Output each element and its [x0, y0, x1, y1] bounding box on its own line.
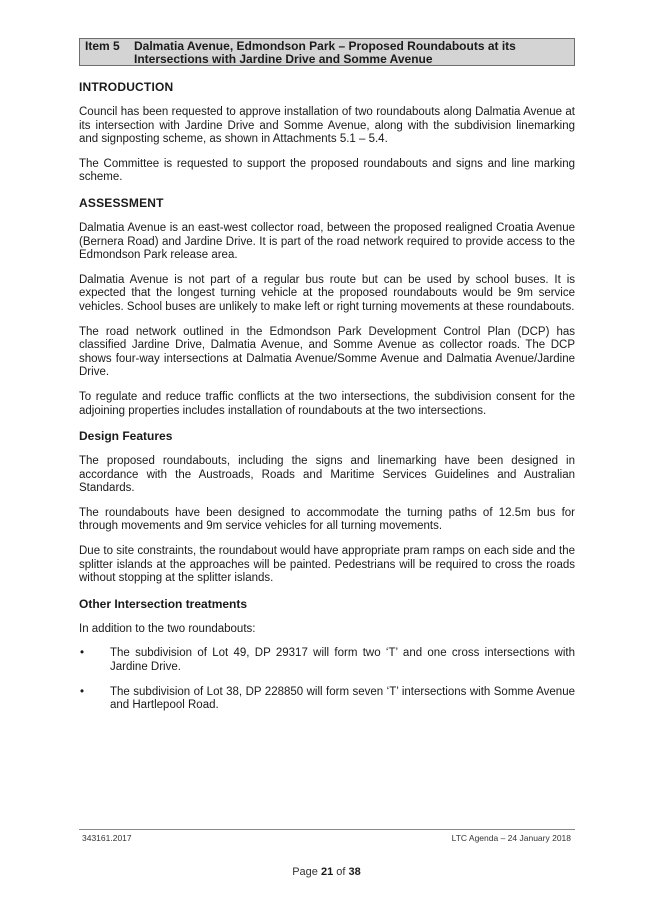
section-heading-design-features: Design Features	[79, 429, 173, 444]
list-item	[79, 686, 575, 713]
footer-divider	[79, 829, 575, 830]
paragraph: The roundabouts have been designed to accommodate the turning paths of 12.5m bus for through movements and 9m service vehicles for all turning movements.	[79, 506, 575, 533]
paragraph: Dalmatia Avenue is an east-west collector road, between the proposed realigned Croatia Avenue (Bernera Road) and Jardine Drive. It is part of the road network required to provide access to the Edmondson Park release area.	[79, 221, 575, 262]
paragraph: Due to site constraints, the roundabout would have appropriate pram ramps on each side and the splitter islands at the approaches will be painted. Pedestrians will be required to cross the roads without stopping at the splitter islands.	[79, 545, 575, 585]
page-number	[0, 866, 653, 878]
footer-agenda: LTC Agenda – 24 January 2018	[451, 833, 571, 843]
item-header	[79, 38, 575, 66]
bullet-list	[79, 647, 575, 712]
paragraph: To regulate and reduce traffic conflicts at the two intersections, the subdivision consent for the adjoining properties includes installation of roundabouts at the two intersections.	[79, 390, 575, 417]
list-item-text: The subdivision of Lot 38, DP 228850 will form seven ‘T’ intersections with Somme Avenue and Hartlepool Road.	[110, 685, 575, 712]
footer-doc-ref: 343161.2017	[82, 833, 132, 843]
paragraph: The road network outlined in the Edmondson Park Development Control Plan (DCP) has classified Jardine Drive, Dalmatia Avenue, and Somme Avenue as collector roads. The DCP shows four-way intersections at Dalmatia Avenue/Somme Avenue and Dalmatia Avenue/Jardine Drive.	[79, 325, 575, 379]
bullet-icon: •	[80, 647, 85, 660]
page-of: of	[336, 866, 346, 878]
item-number: Item 5	[85, 39, 120, 53]
section-heading-introduction: INTRODUCTION	[79, 80, 174, 94]
paragraph: The proposed roundabouts, including the signs and linemarking have been designed in accordance with the Austroads, Roads and Maritime Services Guidelines and Australian Standards.	[79, 455, 575, 495]
page-label: Page	[292, 866, 318, 878]
item-title: Dalmatia Avenue, Edmondson Park – Proposed Roundabouts at its Intersections with Jardine Drive and Somme Avenue	[134, 39, 516, 66]
page-total: 38	[348, 866, 361, 878]
paragraph: The Committee is requested to support the proposed roundabouts and signs and line marking scheme.	[79, 157, 575, 184]
section-heading-assessment: ASSESSMENT	[79, 195, 164, 210]
document-body	[79, 80, 575, 724]
list-item	[79, 647, 575, 674]
page-current: 21	[320, 866, 334, 878]
paragraph: In addition to the two roundabouts:	[79, 622, 256, 635]
list-item-text: The subdivision of Lot 49, DP 29317 will form two ‘T’ and one cross intersections with Jardine Drive.	[110, 647, 575, 674]
paragraph: Dalmatia Avenue is not part of a regular bus route but can be used by school buses. It is expected that the longest turning vehicle at the proposed roundabouts would be 9m service vehicles. School buses are unlikely to make left or right turning movements at these roundabouts.	[79, 273, 575, 313]
section-heading-other-treatments: Other Intersection treatments	[79, 596, 248, 611]
paragraph: Council has been requested to approve installation of two roundabouts along Dalmatia Avenue at its intersection with Jardine Drive and Somme Avenue, along with the subdivision linemarking and signposting scheme, as shown in Attachments 5.1 – 5.4.	[79, 106, 575, 146]
bullet-icon: •	[80, 685, 85, 698]
